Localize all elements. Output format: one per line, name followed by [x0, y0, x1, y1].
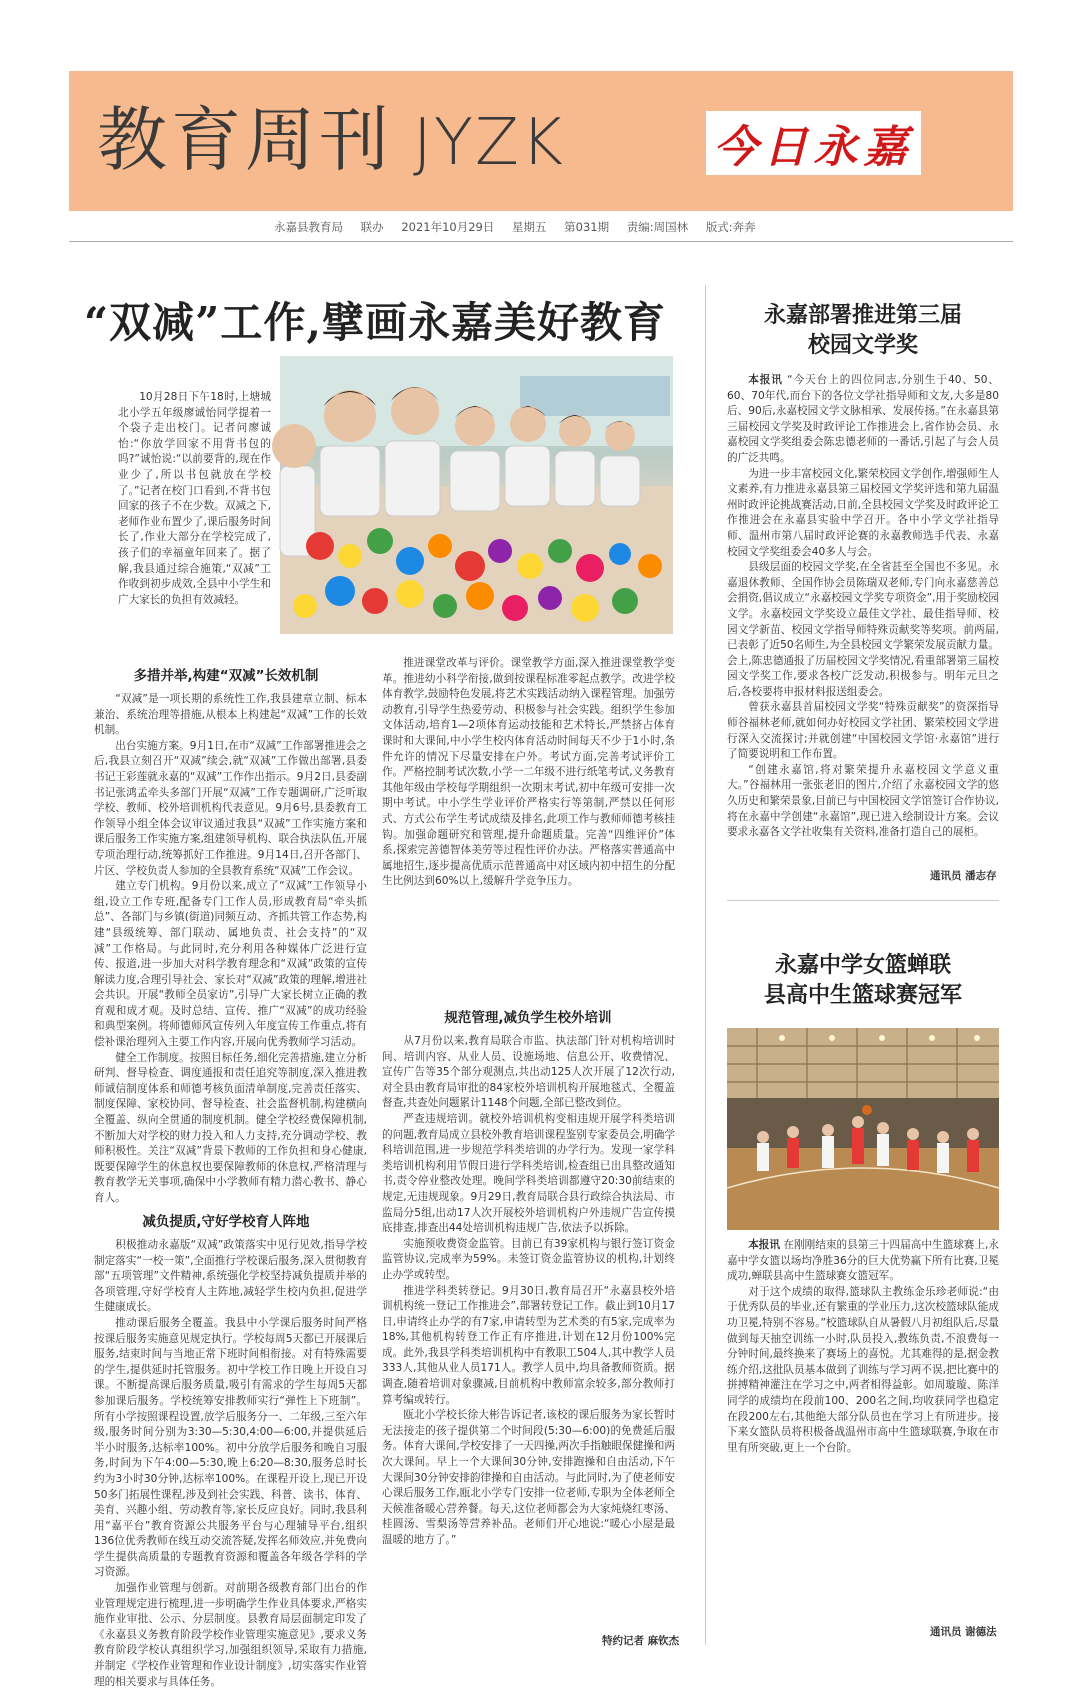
section3-paragraph: 推进学科类转登记。9月30日,教育局召开“永嘉县校外培训机构统一登记工作推进会”,部署转登记工作。截止到10月17日,申请终止办学的有7家,申请转型为艺术类的有5家,完成率为18%,其他机构转登工作正有序推进,计划在12月份100%完成。此外,我县学科类培训机构中有教职工504人,其中教学人员333人,其他从业人员171人。教学人员中,均具备教师资质。据调查,随着培训对象骤减,目前机构中教师富余较多,部分教师打算考编或转行。	[382, 1284, 675, 1406]
issue-number: 第031期	[564, 220, 610, 234]
section1-paragraph: “双减”是一项长期的系统性工作,我县建章立制、标本兼治、系统治理等措施,从根本上构建起“双减”工作的长效机制。	[94, 693, 367, 737]
side1-headline	[727, 300, 999, 360]
side2-paragraph-text: 在刚刚结束的县第三十四届高中生篮球赛上,永嘉中学女篮以场均净胜36分的巨大优势赢下所有比赛,卫冕成功,蝉联县高中生篮球赛女篮冠军。	[727, 1239, 1000, 1283]
main-byline: 特约记者 麻钦杰	[602, 1635, 680, 1647]
section3-paragraph: 严查违规培训。就校外培训机构变相违规开展学科类培训的问题,教育局成立县校外教育培训课程鉴别专家委员会,明确学科培训范围,进一步规范学科类培训的办学行为。发现一家学科类培训机构利用节假日进行学科类培训,检查组已出具整改通知书,责令停业整改处理。晚间学科类培训都遵守20:30前结束的规定,无违规现象。9月29日,教育局联合县行政综合执法局、市监局分5组,出动17人次开展校外培训机构户外违规广告宣传摸底排查,排查出44处培训机构违规广告,依法予以拆除。	[382, 1112, 675, 1235]
side1-paragraph: 曾获永嘉县首届校园文学奖“特殊贡献奖”的资深指导师谷福林老师,就如何办好校园文学社团、繁荣校园文学进行深入交流探讨;并就创建“中国校园文学馆·永嘉馆”进行了简要说明和工作布置。	[727, 701, 999, 761]
newspaper-logo-text: 今日永嘉	[713, 122, 914, 173]
side2-headline-line1: 永嘉中学女篮蝉联	[774, 952, 951, 978]
section1-paragraph: 健全工作制度。按照目标任务,细化完善措施,建立分析研判、督导检查、调度通报和责任追究等制度,深入推进教师诚信制度体系和师德考核负面清单制度,完善责任落实、制度保障、家校协同、督导检查、社会监督机制,构建横向全覆盖、纵向全贯通的制度机制。健全学校经费保障机制,不断加大对学校的财力投入和人力支持,充分调动学校、教师积极性。关注“双减”背景下教师的工作负担和身心健康,既要保障学生的休息权也要保障教师的休息权,严格清理与教育教学无关事项,确保中小学教师有精力潜心教书、静心育人。	[94, 1051, 367, 1204]
section2-heading: 减负提质,守好学校育人阵地	[142, 1214, 310, 1230]
main-intro	[118, 390, 271, 616]
side1-headline-line2: 校园文学奖	[807, 332, 918, 358]
issue-org: 永嘉县教育局	[274, 220, 343, 234]
masthead-title	[97, 99, 565, 181]
side1-lead: 本报讯	[748, 374, 783, 386]
side1-body	[727, 373, 999, 861]
side2-headline-line2: 县高中生篮球赛冠军	[763, 982, 962, 1008]
section1-body	[94, 692, 367, 1204]
issue-date: 2021年10月29日	[401, 220, 495, 234]
issue-editor: 责编:周国林	[626, 220, 689, 234]
issue-weekday: 星期五	[512, 220, 547, 234]
section2-paragraph: 推动课后服务全覆盖。我县中小学课后服务时间严格按课后服务实施意见规定执行。学校每周5天都已开展课后服务,结束时间与当地正常下班时间相衔接。对有特殊需要的学生,提供延时托管服务。初中学校工作日晚上开设自习课。不断提高课后服务质量,吸引有需求的学生每周5天都参加课后服务。学校统筹安排教师实行“弹性上下班制”。所有小学按照课程设置,放学后服务分一、二年级,三至六年级,服务时间分别为3:30—5:30,4:00—6:00,并提供延后半小时服务,达标率100%。初中分放学后服务和晚自习服务,时间为下午4:00—5:30,晚上6:20—8:30,服务总时长约为3小时30分钟,达标率100%。在课程开设上,现已开设50多门拓展性课程,涉及到社会实践、科普、读书、体育、美育、兴趣小组、劳动教育等,家长反应良好。同时,我县利用“嘉平台”教育资源公共服务平台与心理辅导平台,组织136位优秀教师在线互动交流答疑,发挥名师效应,并免费向学生提供高质量的专题教育资源和覆盖各年级各学科的学习资源。	[94, 1316, 367, 1579]
header-rule	[69, 241, 1013, 242]
section1-paragraph: 出台实施方案。9月1日,在市“双减”工作部署推进会之后,我县立刻召开“双减”续会,就“双减”工作做出部署,县委书记王彩莲就永嘉的“双减”工作作出指示。9月2日,县委副书记张鸿孟牵头多部门开展“双减”工作专题调研,广泛听取学校、教师、校外培训机构代表意见。9月6号,县委教育工作领导小组全体会议审议通过我县“双减”工作实施方案和课后服务工作实施方案,组建领导机构、联合执法队伍,开展专项治理行动,统筹抓好工作推进。9月14日,召开各部门、片区、学校负责人参加的全县教育系统“双减”工作会议。	[94, 739, 367, 877]
side1-paragraph: “创建永嘉馆,将对繁荣提升永嘉校园文学意义重大。”谷福林用一张张老旧的图片,介绍了永嘉校园文学的悠久历史和繁荣景象,目前已与中国校园文学馆签订合作协议,将在永嘉中学创建“永嘉馆”,现已进入绘制设计方案。会议要求永嘉各文学社收集有关资料,准备打造自己的展柜。	[727, 763, 999, 839]
issue-designer: 版式:奔奔	[705, 220, 756, 234]
side1-paragraph-text: “今天台上的四位同志,分别生于40、50、60、70年代,而台下的各位文学社指导师和文友,大多是80后、90后,永嘉校园文学文脉相承、发展传扬。”在永嘉县第三届校园文学奖及时政评论工作推进会上,省作协会员、永嘉校园文学奖组委会陈忠德老师的一番话,引起了与会人员的广泛共鸣。	[727, 374, 999, 464]
side1-byline: 通讯员 潘志存	[930, 870, 997, 882]
side2-paragraph	[727, 1238, 999, 1285]
side2-byline: 通讯员 谢德法	[930, 1626, 997, 1638]
children-clay-craft-photo	[280, 356, 673, 634]
main-headline: “双减”工作,擘画永嘉美好教育	[84, 298, 666, 347]
section2-paragraph: 加强作业管理与创新。对前期各级教育部门出台的作业管理规定进行梳理,进一步明确学生作业具体要求,严格实施作业审批、公示、分层制度。县教育局层面制定印发了《永嘉县义务教育阶段学校作业管理实施意见》,要求义务教育阶段学校认真组织学习,加强组织领导,采取有力措施,并制定《学校作业管理和作业设计制度》,切实落实作业管理的相关要求与具体任务。	[94, 1582, 367, 1688]
section3-paragraph: 实施预收费资金监管。目前已有39家机构与银行签订资金监管协议,完成率为59%。未签订资金监管协议的机构,计划终止办学或转型。	[382, 1237, 675, 1281]
side2-paragraph: 对于这个成绩的取得,篮球队主教练金乐珍老师说:“由于优秀队员的毕业,还有繁重的学业压力,这次校篮球队能成功卫冕,特别不容易。”校篮球队自从暑假八月初组队后,尽量做到每天抽空训练一小时,队员投入,教练负责,不浪费每一分钟时间,最终换来了赛场上的喜悦。尤其难得的是,据金教练介绍,这批队员基本做到了训练与学习两不误,把比赛中的拼搏精神灌注在学习之中,两者相得益彰。如周璇璇、陈洋同学的成绩均在段前100、200名之间,均收获同学也稳定在段200左右,其他绝大部分队员也在学习上有所进步。接下来女篮队员将积极备战温州市高中生篮球联赛,争取在市里有所突破,更上一个台阶。	[727, 1285, 999, 1454]
issue-joint: 联办	[360, 220, 384, 234]
side1-headline-line1: 永嘉部署推进第三届	[763, 302, 962, 328]
section3-body	[382, 1034, 675, 1620]
side1-paragraph: 为进一步丰富校园文化,繁荣校园文学创作,增强师生人文素养,有力推进永嘉县第三届校园文学奖评选和第九届温州时政评论挑战赛活动,日前,全县校园文学奖及时政评论工作推进会在永嘉县实验中学召开。各中小学文学社指导师、温州市第八届时政评论赛的永嘉教师选手代表、永嘉校园文学奖组委会40多人与会。	[727, 467, 999, 558]
side1-paragraph	[727, 373, 999, 467]
side1-paragraph: 县级层面的校园文学奖,在全省甚至全国也不多见。永嘉退休教师、全国作协会员陈瑞双老师,专门向永嘉慈善总会捐资,倡议成立“永嘉校园文学奖专项资金”,用于奖励校园文学。永嘉校园文学奖设立最佳文学社、最佳指导师、校园文学新苗、校园文学指导师特殊贡献奖等奖项。前两届,已表彰了近50名师生,为全县校园文学繁荣发展贡献力量。会上,陈忠德通报了历届校园文学奖情况,看重部署第三届校园文学奖工作,要求各校广泛发动,积极参与。明年元旦之后,各校要将申报材料报送组委会。	[727, 561, 999, 698]
newspaper-logo	[706, 111, 921, 175]
masthead	[69, 71, 1013, 211]
masthead-title-latin: JYZK	[413, 106, 565, 180]
section3-paragraph: 瓯北小学校长徐大彬告诉记者,该校的课后服务为家长暂时无法接走的孩子提供第二个时间段(5:30—6:00)的免费延后服务。体育大课间,学校安排了一天四操,两次手指触眼保健操和两次大课间。早上一个大课间30分钟,安排跑操和自由活动,下午大课间30分钟安排韵律操和自由活动。与此同时,为了使老师安心课后服务工作,瓯北小学专门安排一位老师,专职为全体老师全天候准备暖心营养餐。每天,这位老师都会为大家炖烧红枣汤、桂圆汤、雪梨汤等营养补品。老师们开心地说:“暖心小屋是最温暖的地方了。”	[382, 1409, 675, 1546]
section3-heading: 规范管理,减负学生校外培训	[444, 1010, 612, 1026]
side2-lead: 本报讯	[748, 1239, 781, 1251]
section1-heading: 多措并举,构建“双减”长效机制	[133, 668, 319, 684]
section3-paragraph: 从7月份以来,教育局联合市监、执法部门针对机构培训时间、培训内容、从业人员、设施场地、信息公开、收费情况、宣传广告等35个部分观测点,共出动125人次开展了12次行动,对全县由教育局审批的84家校外培训机构开展地毯式、全覆盖督查,共查处问题累计1148个问题,全部已整改到位。	[382, 1035, 675, 1110]
side2-body	[727, 1238, 999, 1618]
main-intro-text: 10月28日下午18时,上塘城北小学五年级廖诚怡同学提着一个袋子走出校门。记者问廖诚怡:“你放学回家不用背书包的吗?”诚怡说:“以前要背的,现在作业少了,所以书包就放在学校了。”记者在校门口看到,不背书包回家的孩子不在少数。双减之下,老师作业布置少了,课后服务时间长了,作业大部分在学校完成了,孩子们的幸福童年回来了。据了解,我县通过综合施策,“双减”工作收到初步成效,全县中小学生和广大家长的负担有效减轻。	[118, 391, 271, 606]
section2-body-left	[94, 1238, 367, 1688]
section1-paragraph: 建立专门机构。9月份以来,成立了“双减”工作领导小组,设立工作专班,配备专门工作人员,形成教育局“牵头抓总”、各部门与乡镇(街道)同频互动、齐抓共管工作态势,构建“县级统筹、部门联动、属地负责、社会支持”的“双减”工作格局。与此同时,充分利用各种媒体广泛进行宣传、报道,进一步加大对科学教育理念和“双减”政策的宣传解读力度,合理引导社会、家长对“双减”政策的理解,增进社会共识。开展“教师全员家访”,引导广大家长树立正确的教育观和成才观。及时总结、宣传、推广“双减”的成功经验和典型案例。将师德师风宣传列入年度宣传工作重点,将有偿补课治理列入主要工作内容,开展向优秀教师学习活动。	[94, 880, 367, 1049]
section2-paragraph: 积极推动永嘉版“双减”政策落实中见行见效,指导学校制定落实“一校一策”,全面推行学校课后服务,深入贯彻教育部“五项管理”文件精神,系统强化学校坚持减负提质并举的各项管理,守好学校育人主阵地,减轻学生校内负担,促进学生健康成长。	[94, 1239, 367, 1314]
section2-paragraph: 推进课堂改革与评价。课堂教学方面,深入推进课堂教学变革。推进幼小科学衔接,做到按课程标准零起点教学。改进学校体育教学,鼓励特色发展,将艺术实践活动纳入课程管理。加强劳动教育,引导学生热爱劳动、积极参与社会实践。组织学生参加文体活动,培育1—2项体育运动技能和艺术特长,严禁挤占体育课时和大课间,中小学生校内体育活动时间每天不少于1小时,条件允许的情况下尽量安排在户外。考试方面,完善考试评价工作。严格控制考试次数,小学一二年级不进行纸笔考试,义务教育其他年级由学校每学期组织一次期末考试,初中年级可安排一次期中考试。中小学生学业评价严格实行等第制,严禁以任何形式、方式公布学生考试成绩及排名,此项工作与教师师德考核挂钩。加强命题研究和管理,提升命题质量。完善“四维评价”体系,探索完善德智体美劳等过程性评价办法。严格落实普通高中属地招生,逐步提高优质示范普通高中对区域内初中招生的分配生比例达到60%以上,缓解升学竞争压力。	[382, 657, 675, 888]
side2-headline	[727, 950, 999, 1010]
side-section-rule	[727, 900, 999, 901]
issue-info-line	[274, 219, 770, 235]
column-divider	[705, 285, 706, 1645]
masthead-title-cn: 教育周刊	[97, 99, 393, 181]
girls-basketball-game-photo	[727, 1028, 999, 1230]
section2-body-right	[382, 656, 675, 992]
